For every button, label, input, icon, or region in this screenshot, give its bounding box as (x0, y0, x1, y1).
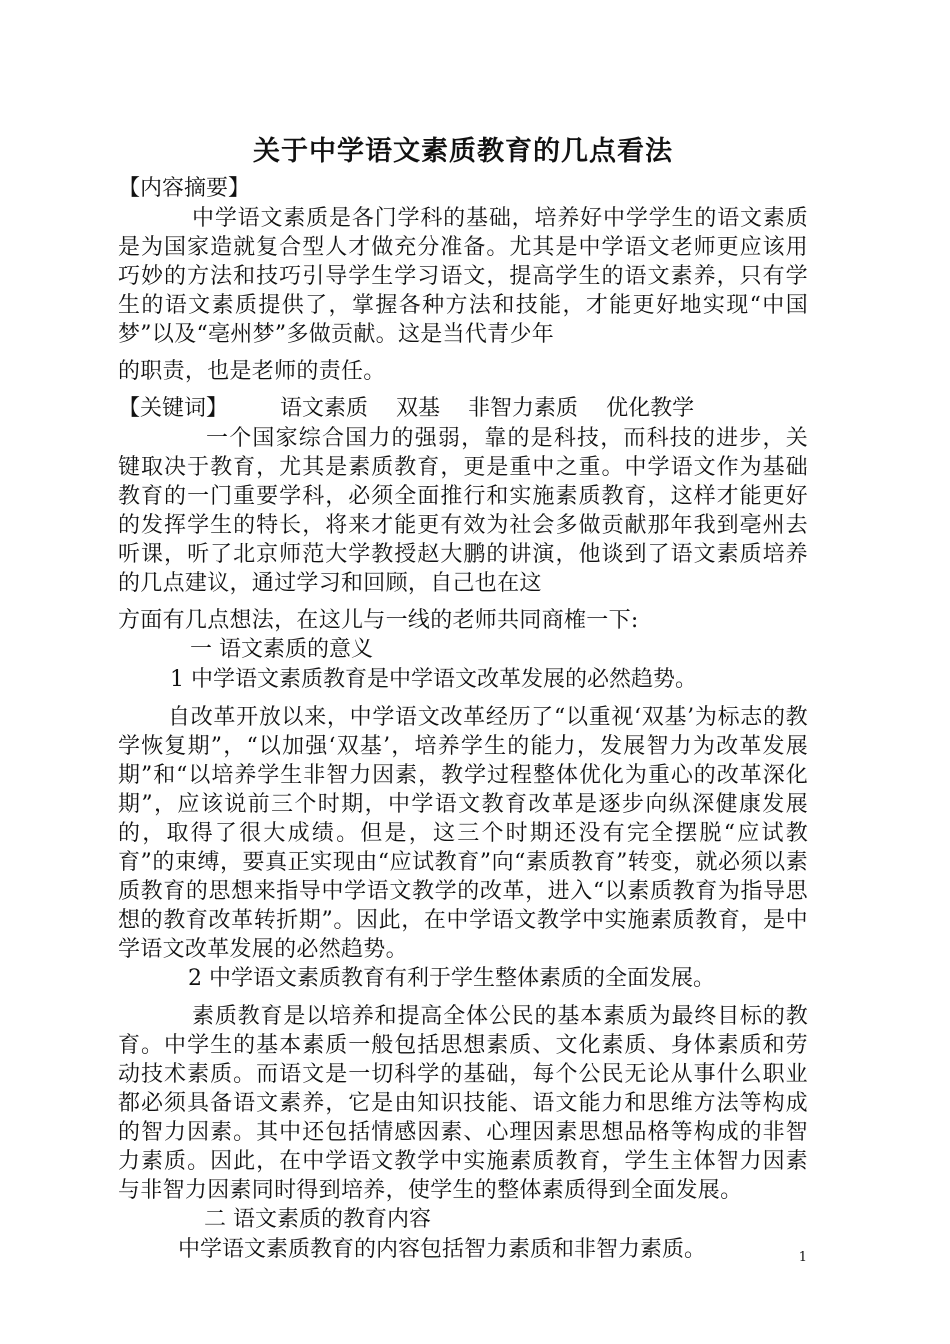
section-paragraph-2: 中学语文素质教育的内容包括智力素质和非智力素质。 (178, 1237, 707, 1262)
keyword: 语文素质 (280, 396, 369, 421)
keyword: 双基 (396, 396, 441, 421)
keyword: 优化教学 (606, 396, 695, 421)
abstract-paragraph-tail: 的职责，也是老师的责任。 (118, 359, 386, 384)
keywords-label: 【关键词】 (118, 396, 229, 421)
intro-paragraph: 一个国家综合国力的强弱，靠的是科技，而科技的进步，关键取决于教育，尤其是素质教育，更是重中之重。中学语文作为基础教育的一门重要学科，必须全面推行和实施素质教育，这样才能更好的发挥学生的特长，将来才能更有效为社会多做贡献那年我到亳州去听课，听了北京师范大学教授赵大鹏的讲演，他谈到了语文素质培养的几点建议，通过学习和回顾，自己也在这 (118, 426, 808, 596)
point-heading-2: 2 中学语文素质教育有利于学生整体素质的全面发展。 (188, 966, 715, 991)
keywords-row (118, 394, 808, 424)
document-body (118, 132, 808, 1265)
keyword: 非智力素质 (468, 396, 579, 421)
point-paragraph-1: 自改革开放以来，中学语文改革经历了“以重视‘双基’为标志的教学恢复期”，“以加强‘双基’，培养学生的能力，发展智力为改革发展期”和“以培养学生非智力因素，教学过程整体优化为重心的改革深化期”，应该说前三个时期，中学语文教育改革是逐步向纵深健康发展的，取得了很大成绩。但是，这三个时期还没有完全摆脱“应试教育”的束缚，要真正实现由“应试教育”向“素质教育”转变，就必须以素质教育的思想来指导中学语文教学的改革，进入“以素质教育为指导思想的教育改革转折期”。因此，在中学语文教学中实施素质教育，是中学语文改革发展的必然趋势。 (118, 705, 808, 962)
section-heading-2: 二 语文素质的教育内容 (204, 1207, 431, 1232)
point-heading-1: 1 中学语文素质教育是中学语文改革发展的必然趋势。 (170, 667, 697, 692)
section-heading-1: 一 语文素质的意义 (190, 637, 373, 662)
keywords-list (280, 394, 722, 424)
point-paragraph-2: 素质教育是以培养和提高全体公民的基本素质为最终目标的教育。中学生的基本素质一般包括思想素质、文化素质、身体素质和劳动技术素质。而语文是一切科学的基础，每个公民无论从事什么职业都必须具备语文素养，它是由知识技能、语文能力和思维方法等构成的智力因素。其中还包括情感因素、心理因素思想品格等构成的非智力素质。因此，在中学语文教学中实施素质教育，学生主体智力因素与非智力因素同时得到培养，使学生的整体素质得到全面发展。 (118, 1004, 808, 1203)
abstract-paragraph: 中学语文素质是各门学科的基础，培养好中学学生的语文素质是为国家造就复合型人才做充分准备。尤其是中学语文老师更应该用巧妙的方法和技巧引导学生学习语文，提高学生的语文素养，只有学生的语文素质提供了，掌握各种方法和技能，才能更好地实现“中国梦”以及“亳州梦”多做贡献。这是当代青少年 (118, 206, 808, 347)
page-number: 1 (798, 1250, 807, 1265)
intro-paragraph-tail: 方面有几点想法，在这儿与一线的老师共同商榷一下: (118, 608, 639, 633)
abstract-label: 【内容摘要】 (118, 176, 251, 201)
document-title: 关于中学语文素质教育的几点看法 (253, 136, 673, 167)
